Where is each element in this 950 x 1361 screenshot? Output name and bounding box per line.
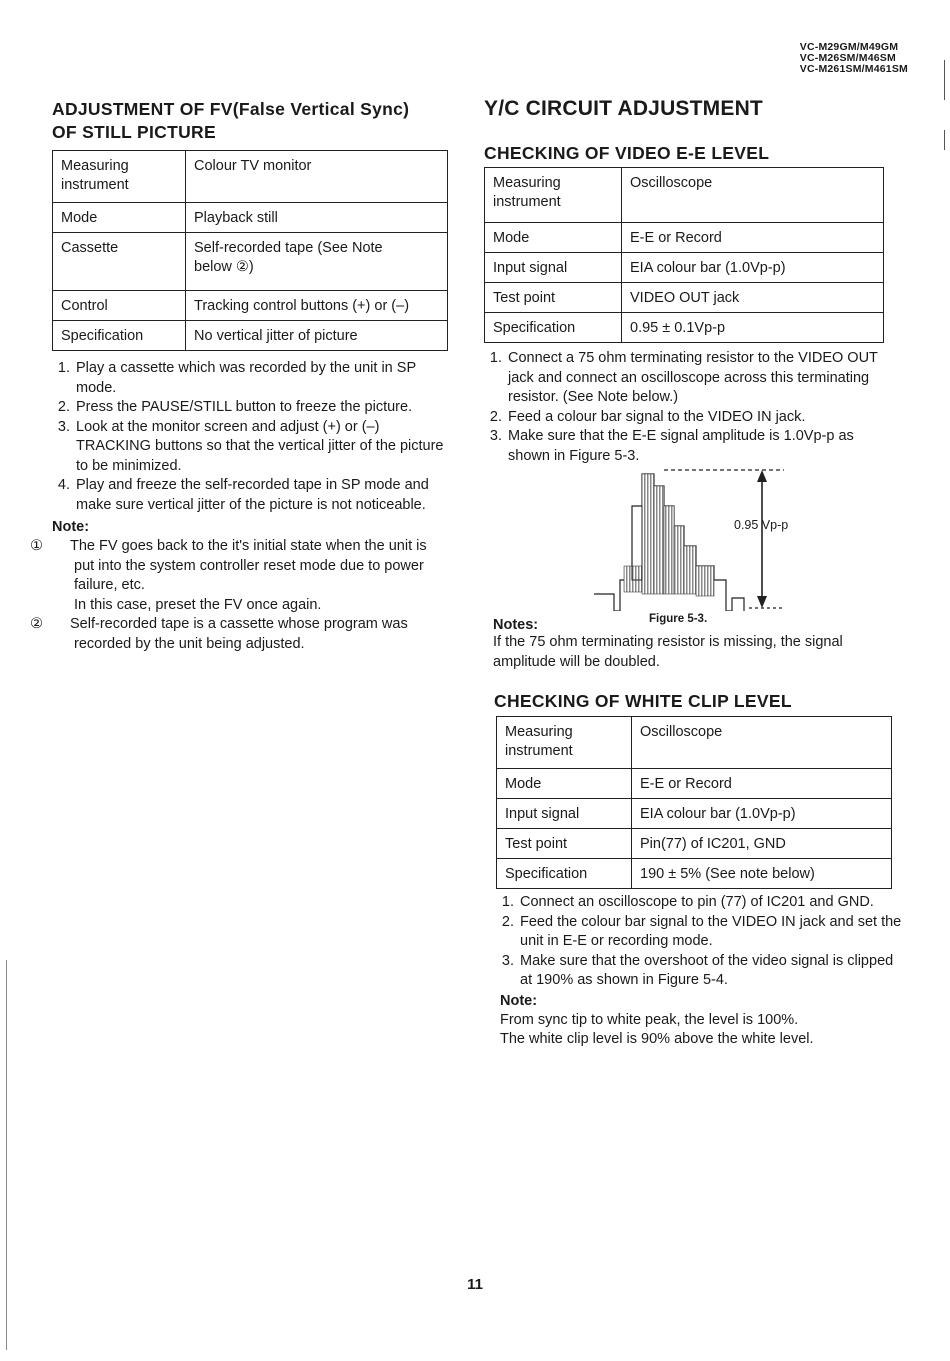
colour-bar [654,486,664,594]
table-key: Input signal [485,253,622,283]
list-item: 3. Make sure that the E-E signal amplitude is 1.0Vp-p as shown in Figure 5-3. [506,427,896,466]
table-row [485,253,884,283]
model-line: VC-M29GM/M49GM [799,41,899,53]
yc-section-title: Y/C CIRCUIT ADJUSTMENT [484,97,763,120]
arrow-head-down [757,596,767,608]
table-value: 190 ± 5% (See note below) [632,859,892,889]
page-number: 11 [467,1276,483,1293]
fv-adjustment-section [30,98,448,654]
amplitude-label: 0.95 Vp-p [734,518,789,532]
table-key: Test point [497,829,632,859]
list-item: 4. Play and freeze the self-recorded tape in SP mode and make sure vertical jitter of the picture is not noticeable. [74,476,448,515]
yc-adjustment-section [484,96,902,1050]
fv-section-title [52,98,448,144]
notes-row [484,611,894,633]
note-mark: ② [30,616,43,632]
fv-spec-table [52,150,448,351]
list-item: 2. Feed the colour bar signal to the VIDEO IN jack and set the unit in E-E or recording mode. [518,913,906,952]
table-value: EIA colour bar (1.0Vp-p) [632,799,892,829]
fv-title-line2: OF STILL PICTURE [52,122,216,142]
colour-bar [674,526,684,594]
table-value: Pin(77) of IC201, GND [632,829,892,859]
table-value: EIA colour bar (1.0Vp-p) [622,253,884,283]
table-row [497,799,892,829]
table-key: Measuring instrument [497,717,632,769]
list-item: 3. Make sure that the overshoot of the video signal is clipped at 190% as shown in Figure 5-4. [518,952,906,991]
fv-steps [52,359,448,515]
list-item: 2. Feed a colour bar signal to the VIDEO IN jack. [506,408,896,428]
table-value: 0.95 ± 0.1Vp-p [622,313,884,343]
colour-bar [664,506,674,594]
table-row [497,829,892,859]
list-item: 1. Connect an oscilloscope to pin (77) of IC201 and GND. [518,893,906,913]
note-text: In this case, preset the FV once again. [74,596,322,613]
table-row [497,859,892,889]
table-value: Tracking control buttons (+) or (–) [186,291,448,321]
table-row [485,283,884,313]
table-row [53,233,448,291]
table-value: Oscilloscope [622,168,884,223]
table-row [485,313,884,343]
notes-label: Notes: [493,617,539,633]
table-row [53,151,448,203]
white-clip-subtitle: CHECKING OF WHITE CLIP LEVEL [494,691,792,711]
table-row [497,769,892,799]
colour-bar [624,566,642,592]
video-ee-steps [484,349,896,466]
table-key: Control [53,291,186,321]
video-ee-spec-table [484,167,884,343]
white-note-line: From sync tip to white peak, the level is 100%. [500,1011,799,1028]
table-value: E-E or Record [622,223,884,253]
model-numbers [800,42,908,75]
fv-title-line1: ADJUSTMENT OF FV(False Vertical Sync) [52,99,410,119]
white-note-line: The white clip level is 90% above the white level. [500,1031,814,1047]
table-row [53,291,448,321]
figure-5-3 [584,466,804,611]
table-row [485,223,884,253]
video-ee-subtitle: CHECKING OF VIDEO E-E LEVEL [484,143,770,163]
table-key: Mode [497,769,632,799]
arrow-head-up [757,470,767,482]
white-note-label: Note: [500,992,538,1009]
video-waveform-diagram [584,466,804,611]
list-item: 3. Look at the monitor screen and adjust (+) or (–) TRACKING buttons so that the vertical jitter of the picture to be minimized. [74,418,448,477]
table-value: Self-recorded tape (See Note below ②) [186,233,448,291]
table-key: Specification [53,321,186,351]
colour-bar [696,566,714,596]
list-item: 1. Play a cassette which was recorded by the unit in SP mode. [74,359,448,398]
table-value: Playback still [186,203,448,233]
table-key: Input signal [497,799,632,829]
table-key: Measuring instrument [485,168,622,223]
note-label: Note: [52,519,90,535]
table-value: No vertical jitter of picture [186,321,448,351]
table-key: Measuring instrument [53,151,186,203]
table-value: Oscilloscope [632,717,892,769]
note-text: The FV goes back to the it's initial state when the unit is put into the system controller reset mode due to power failure, etc. [70,538,427,593]
scan-edge-mark [944,130,945,150]
table-row [53,321,448,351]
note-text: Self-recorded tape is a cassette whose program was recorded by the unit being adjusted. [70,616,408,652]
table-key: Mode [485,223,622,253]
model-line: VC-M261SM/M461SM [799,63,908,75]
table-key: Test point [485,283,622,313]
list-item: 2. Press the PAUSE/STILL button to freeze the picture. [74,398,448,418]
list-item: 1. Connect a 75 ohm terminating resistor to the VIDEO OUT jack and connect an oscilloscope across this terminating resistor. (See Note below.) [506,349,896,408]
notes-text: If the 75 ohm terminating resistor is missing, the signal amplitude will be doubled. [493,634,843,670]
table-value: Colour TV monitor [186,151,448,203]
table-value: E-E or Record [632,769,892,799]
white-clip-steps [496,893,906,991]
figure-caption: Figure 5-3. [649,613,708,625]
colour-bar [642,474,654,594]
table-key: Specification [497,859,632,889]
white-clip-spec-table [496,716,892,889]
table-row [53,203,448,233]
note-item [52,596,448,616]
model-line: VC-M26SM/M46SM [799,52,896,64]
note-item [30,537,448,596]
note-item [30,615,448,654]
table-key: Specification [485,313,622,343]
table-row [485,168,884,223]
note-mark: ① [30,538,43,554]
table-value: VIDEO OUT jack [622,283,884,313]
table-row [497,717,892,769]
scan-edge-mark [944,60,945,100]
colour-bar [684,546,696,594]
table-key: Cassette [53,233,186,291]
table-key: Mode [53,203,186,233]
